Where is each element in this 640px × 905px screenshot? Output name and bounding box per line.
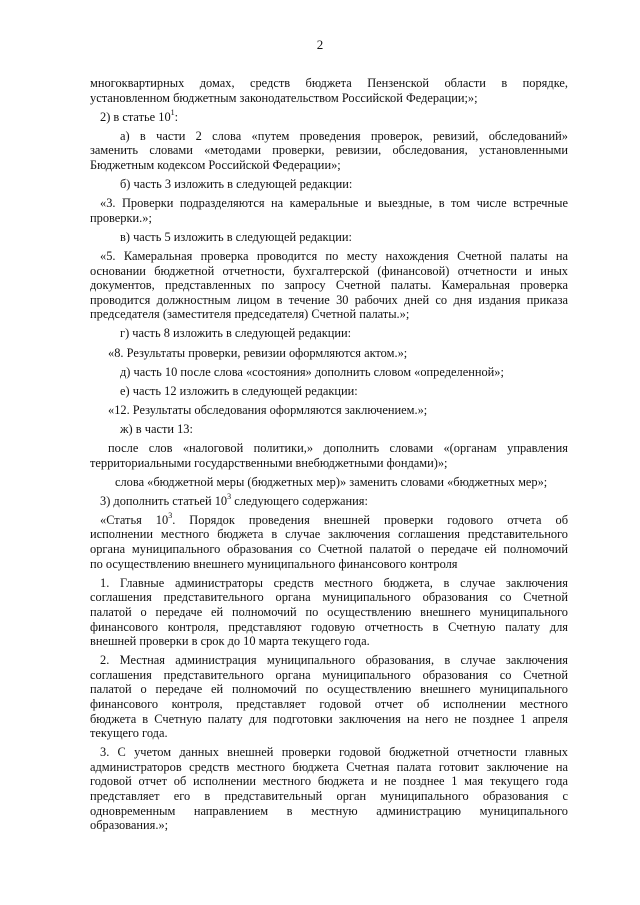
subitem-e: е) часть 12 изложить в следующей редакции: [120, 383, 358, 398]
text-line: основании бюджетной отчетности, бухгалтерской (финансовой) отчетности и иных [90, 263, 568, 278]
text-line: «3. Проверки подразделяются на камеральные и выездные, в том числе встречные [100, 196, 568, 211]
article-10-3-heading [90, 510, 568, 571]
subitem-zh: ж) в части 13: [120, 421, 193, 436]
text-line: образования.»; [90, 818, 169, 833]
text-fragment: «Статья 10 [100, 512, 169, 527]
text-line: Бюджетным кодексом Российской Федерации»; [90, 157, 341, 172]
text-fragment: 3) дополнить статьей 10 [100, 493, 228, 508]
text-line: палатой о передаче ей полномочий по осуществлению внешнего муниципального [90, 682, 568, 697]
subitem-v: в) часть 5 изложить в следующей редакции: [120, 229, 352, 244]
subitem-g: г) часть 8 изложить в следующей редакции: [120, 326, 352, 341]
text-line: территориальными государственными внебюджетными фондами)»; [90, 455, 448, 470]
text-line: после слов «налоговой политики,» дополнить словами «(органам управления [108, 440, 568, 455]
text-line: проводится должностным лицом в течение 30 рабочих дней со дня издания приказа [90, 292, 568, 307]
text-line: заменить словами «методами проверки, ревизии, обследования, установленными [90, 143, 568, 158]
text-line: проверки.»; [90, 210, 152, 225]
text-line: годовой отчет об исполнении местного бюджета и не позднее 1 мая текущего года [90, 774, 568, 789]
quote-part-8: «8. Результаты проверки, ревизии оформляются актом.»; [108, 345, 408, 360]
quote-part-12: «12. Результаты обследования оформляются заключением.»; [108, 402, 428, 417]
text-line: многоквартирных домах, средств бюджета Пензенской области в порядке, [90, 76, 568, 90]
article-part-1 [90, 576, 568, 649]
article-part-3 [90, 745, 568, 833]
text-line: представляет его в представительный орган муниципального образования с [90, 789, 568, 804]
text-line: 2. Местная администрация муниципального образования, в случае заключения [100, 653, 568, 668]
document-body [90, 76, 568, 833]
quote-part-3 [90, 196, 568, 225]
superscript: 1 [170, 107, 175, 117]
text-line: одновременным направлением в местную администрацию муниципального [90, 803, 568, 818]
text-line: а) в части 2 слова «путем проведения проверок, ревизий, обследований» [120, 128, 568, 143]
superscript: 3 [227, 491, 232, 501]
text-line: установленном бюджетным законодательством Российской Федерации;»; [90, 90, 478, 105]
page-number: 2 [316, 37, 324, 52]
text-line: соглашения представительного органа муниципального образования со Счетной [90, 590, 568, 605]
subitem-a [90, 129, 568, 173]
text-fragment: : [174, 109, 179, 124]
text-line: внешней проверки в срок до 10 марта текущего года. [90, 634, 370, 649]
text-line: по осуществлению внешнего муниципального финансового контроля [90, 556, 458, 571]
text-line: органа муниципального образования со Счетной палатой о передаче ей полномочий [90, 542, 568, 557]
text-line: палатой о передаче ей полномочий по осуществлению внешнего муниципального [90, 604, 568, 619]
text-line: финансового контроля, представляют годовую отчетность в Счетную палату для [90, 619, 568, 634]
text-line: 3. С учетом данных внешней проверки годовой бюджетной отчетности главных [100, 745, 568, 760]
text-line: документов, представленных по запросу Счетной палаты. Камеральная проверка [90, 278, 568, 293]
text-fragment: 2) в статье 10 [100, 109, 171, 124]
item-3-article-10-3 [90, 491, 568, 509]
text-line: председателя (заместителя председателя) Счетной палаты.»; [90, 307, 410, 322]
superscript: 3 [168, 510, 173, 520]
text-line: бюджета в Счетную палату для подготовки заключения на него не позднее 1 апреля [90, 711, 568, 726]
text-line: «5. Камеральная проверка проводится по месту нахождения Счетной палаты на [100, 248, 568, 263]
text-line: текущего года. [90, 726, 168, 741]
text-fragment: . Порядок проведения внешней проверки годового отчета об [172, 512, 568, 527]
item-2-article-10-1 [90, 107, 568, 125]
part-13-insert [90, 441, 568, 470]
quote-part-5 [90, 249, 568, 322]
text-line: 1. Главные администраторы средств местного бюджета, в случае заключения [100, 575, 568, 590]
text-fragment: следующего содержания: [231, 493, 368, 508]
text-line: соглашения представительного органа муниципального образования со Счетной [90, 667, 568, 682]
text-line: финансового контроля, представляет годовой отчет об исполнении местного [90, 696, 568, 711]
text-line: администраторов средств местного бюджета Счетная палата готовит заключение на [90, 759, 568, 774]
article-part-2 [90, 653, 568, 741]
subitem-b: б) часть 3 изложить в следующей редакции: [120, 177, 353, 192]
part-13-replace: слова «бюджетной меры (бюджетных мер)» заменить словами «бюджетных мер»; [115, 474, 548, 489]
subitem-d: д) часть 10 после слова «состояния» дополнить словом «определенной»; [120, 364, 504, 379]
paragraph-budget-funds [90, 76, 568, 105]
text-line [90, 510, 568, 528]
text-line: исполнении местного бюджета в случае заключения соглашения представительного [90, 527, 568, 542]
